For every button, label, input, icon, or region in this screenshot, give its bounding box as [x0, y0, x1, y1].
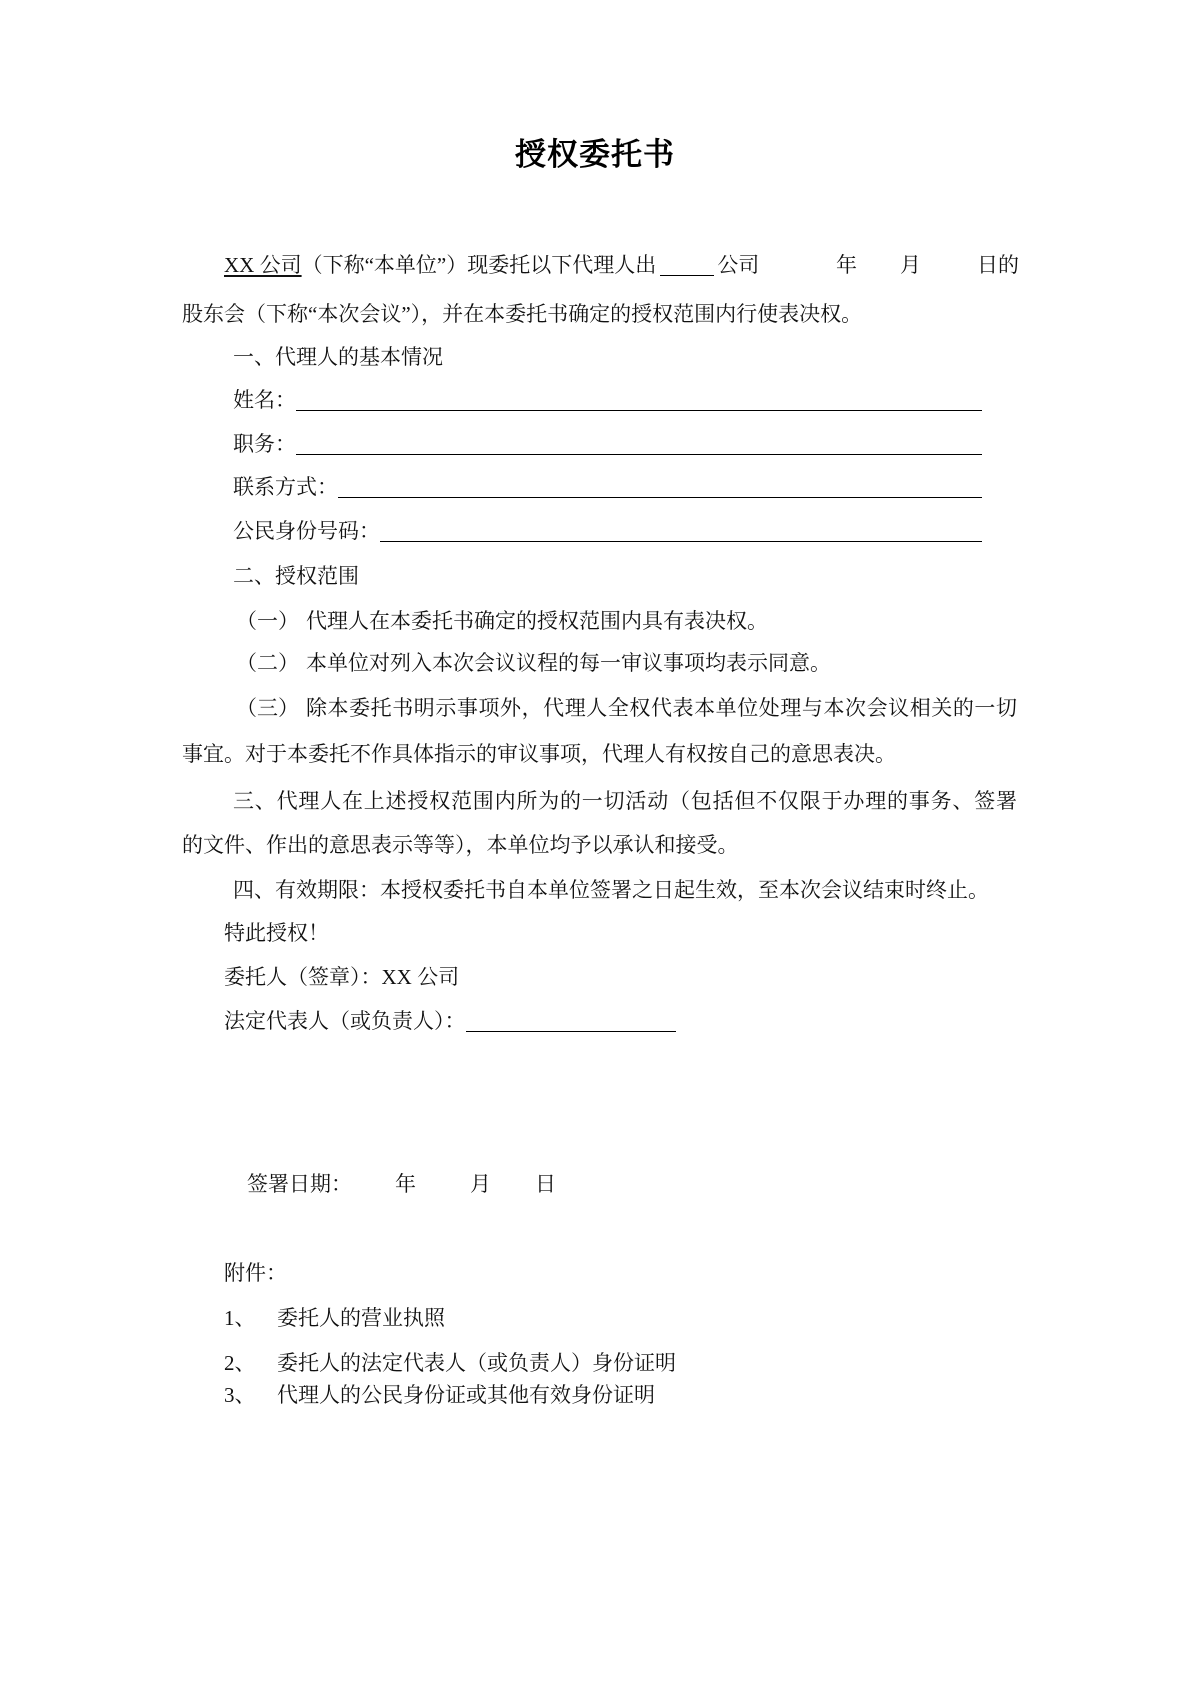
scope-item-3-marker: （三）: [236, 696, 299, 720]
scope-item-2-text: 本单位对列入本次会议议程的每一审议事项均表示同意。: [306, 651, 831, 675]
agent-id-number-field: [233, 518, 982, 544]
scope-item-1-text: 代理人在本委托书确定的授权范围内具有表决权。: [306, 609, 768, 633]
signing-date-month: 月: [470, 1172, 491, 1196]
attachments-heading: 附件：: [224, 1261, 287, 1285]
attachment-3-text: 代理人的公民身份证或其他有效身份证明: [277, 1383, 655, 1407]
agent-name-blank: [296, 387, 982, 411]
attachment-1-text: 委托人的营业执照: [277, 1306, 445, 1330]
document-title: 授权委托书: [515, 137, 675, 173]
principal-signature-line: 委托人（签章）：XX 公司: [224, 965, 460, 989]
agent-position-label: 职务：: [233, 432, 296, 456]
intro-line-2: 股东会（下称“本次会议”），并在本委托书确定的授权范围内行使表决权。: [182, 302, 863, 326]
attachment-3-number: 3、: [224, 1383, 256, 1407]
intro-text-before-blank: （下称“本单位”）现委托以下代理人出: [301, 253, 657, 277]
agent-contact-blank: [338, 474, 982, 498]
intro-month: 月: [900, 253, 921, 277]
intro-company-blank: [660, 252, 714, 276]
intro-year: 年: [836, 253, 857, 277]
signing-date-label: 签署日期：: [247, 1172, 352, 1196]
closing-statement: 特此授权！: [224, 921, 329, 945]
acknowledgement-line-1: 三、代理人在上述授权范围内所为的一切活动（包括但不仅限于办理的事务、签署: [233, 789, 1017, 813]
agent-info-heading: 一、代理人的基本情况: [233, 345, 443, 369]
agent-position-field: [233, 431, 982, 457]
agent-position-blank: [296, 431, 982, 455]
agent-contact-field: [233, 474, 982, 500]
agent-id-number-blank: [380, 518, 982, 542]
legal-representative-field: [224, 1008, 676, 1034]
scope-item-1-marker: （一）: [236, 609, 299, 633]
agent-name-field: [233, 387, 982, 413]
signing-date-year: 年: [395, 1172, 416, 1196]
validity-clause: 四、有效期限：本授权委托书自本单位签署之日起生效，至本次会议结束时终止。: [233, 878, 989, 902]
intro-line-1: [224, 252, 759, 278]
legal-representative-blank: [466, 1008, 676, 1032]
intro-text-after-blank: 公司: [717, 253, 760, 277]
intro-company-name: XX 公司: [224, 253, 302, 277]
legal-representative-label: 法定代表人（或负责人）：: [224, 1009, 466, 1033]
attachment-1-number: 1、: [224, 1306, 256, 1330]
agent-id-number-label: 公民身份号码：: [233, 519, 380, 543]
scope-item-3-text-line-1: 除本委托书明示事项外，代理人全权代表本单位处理与本次会议相关的一切: [306, 696, 1017, 720]
scope-heading: 二、授权范围: [233, 564, 359, 588]
intro-day: 日的: [977, 253, 1019, 277]
scope-item-2-marker: （二）: [236, 651, 299, 675]
agent-name-label: 姓名：: [233, 388, 296, 412]
agent-contact-label: 联系方式：: [233, 475, 338, 499]
attachment-2-text: 委托人的法定代表人（或负责人）身份证明: [277, 1351, 676, 1375]
signing-date-day: 日: [535, 1172, 556, 1196]
scope-item-3-text-line-2: 事宜。对于本委托不作具体指示的审议事项，代理人有权按自己的意思表决。: [182, 742, 896, 766]
attachment-2-number: 2、: [224, 1351, 256, 1375]
acknowledgement-line-2: 的文件、作出的意思表示等等），本单位均予以承认和接受。: [182, 833, 739, 857]
